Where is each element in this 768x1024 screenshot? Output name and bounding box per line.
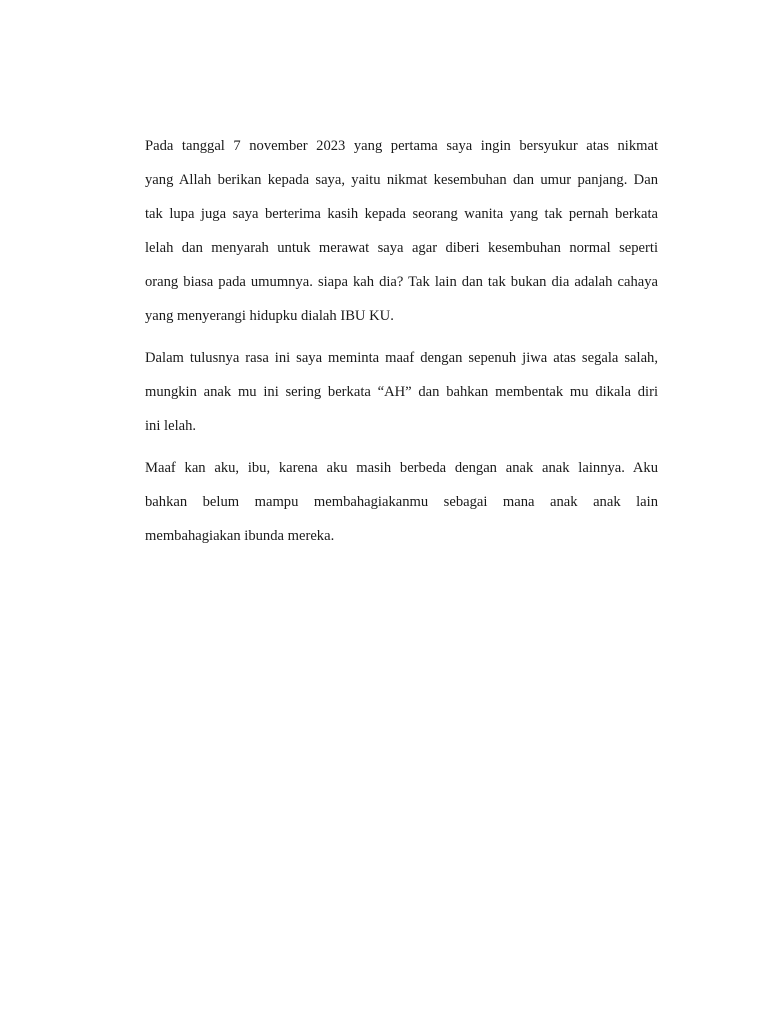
document-body [145,131,658,555]
paragraph-line: yang menyerangi hidupku dialah IBU KU. [145,308,394,324]
paragraph-1 [145,131,658,335]
paragraph-2 [145,343,658,445]
paragraph-line: yang Allah berikan kepada saya, yaitu nikmat kesembuhan dan umur panjang. Dan [145,172,658,188]
paragraph-line: orang biasa pada umumnya. siapa kah dia? Tak lain dan tak bukan dia adalah cahaya [145,274,658,290]
paragraph-line: Pada tanggal 7 november 2023 yang pertama saya ingin bersyukur atas nikmat [145,138,658,154]
paragraph-3 [145,453,658,555]
paragraph-line: bahkan belum mampu membahagiakanmu sebagai mana anak anak lain [145,494,658,510]
paragraph-line: Maaf kan aku, ibu, karena aku masih berbeda dengan anak anak lainnya. Aku [145,460,658,476]
paragraph-line: Dalam tulusnya rasa ini saya meminta maaf dengan sepenuh jiwa atas segala salah, [145,350,658,366]
paragraph-line: membahagiakan ibunda mereka. [145,528,335,544]
paragraph-line: mungkin anak mu ini sering berkata “AH” dan bahkan membentak mu dikala diri [145,384,658,400]
paragraph-line: ini lelah. [145,418,197,434]
paragraph-line: tak lupa juga saya berterima kasih kepada seorang wanita yang tak pernah berkata [145,206,658,222]
paragraph-line: lelah dan menyarah untuk merawat saya agar diberi kesembuhan normal seperti [145,240,658,256]
